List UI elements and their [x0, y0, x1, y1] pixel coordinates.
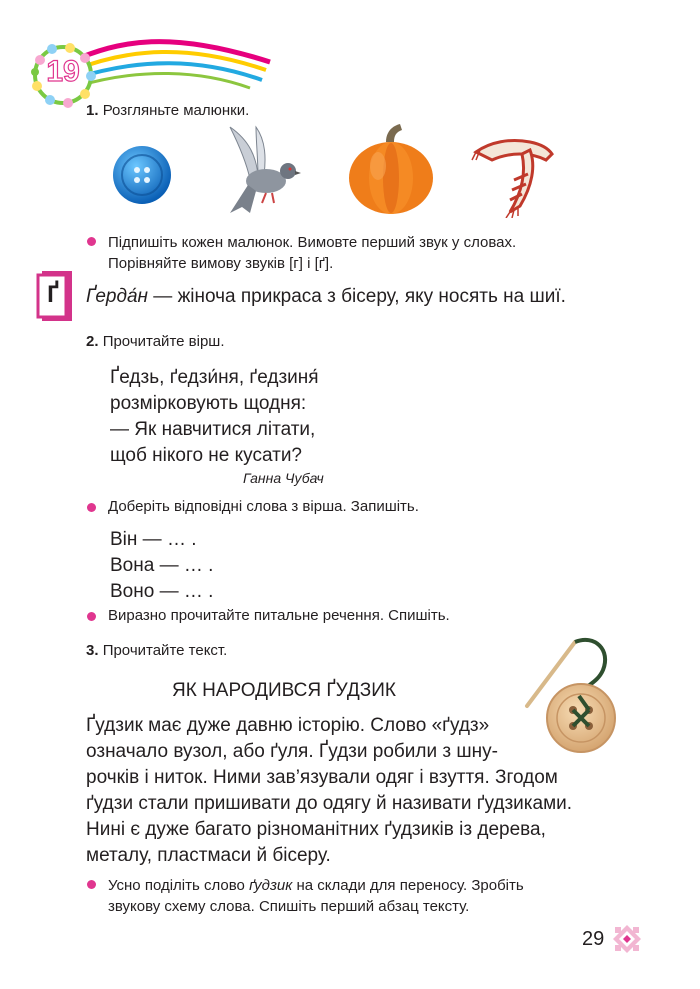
fill-lines	[110, 527, 213, 605]
picture-scarf	[470, 130, 558, 218]
exercise-1-task: Підпишіть кожен малюнок. Вимовте перший звук у словах. Порівняйте вимову звуків [г] і [ґ].	[108, 234, 517, 272]
exercise-3-heading	[86, 642, 227, 659]
dove-icon	[222, 123, 302, 217]
poem-line: розмірковують щодня:	[110, 393, 307, 414]
lesson-badge	[30, 42, 96, 108]
task-word: ґудзик	[249, 877, 293, 894]
header-decoration	[0, 0, 700, 110]
dictionary-box-icon	[34, 269, 74, 323]
picture-button	[110, 143, 174, 207]
exercise-2-instruction: Прочитайте вірш.	[102, 333, 225, 350]
bullet-icon	[87, 612, 96, 621]
poem-line: щоб нікого не кусати?	[110, 445, 302, 466]
dictionary-word: Ґерда́н	[86, 286, 149, 307]
text-title: ЯК НАРОДИВСЯ ҐУДЗИК	[172, 680, 396, 701]
text-line: означало вузол, або ґуля. Ґудзи робили з шну-	[86, 741, 498, 762]
text-line: рочків і ниток. Ними зав’язували одяг і взуття. Згодом	[86, 767, 558, 788]
fill-line: Воно — … .	[110, 581, 214, 602]
lesson-number: 19	[46, 55, 80, 88]
exercise-2-number: 2.	[86, 333, 99, 350]
dictionary-letter: Ґ	[47, 281, 59, 308]
poem-author: Ганна Чубач	[243, 470, 324, 486]
bullet-icon	[87, 503, 96, 512]
rainbow-swoosh-icon	[0, 0, 700, 110]
exercise-3-number: 3.	[86, 642, 99, 659]
text-line: ґудзи стали пришивати до одягу й називати ґудзиками.	[86, 793, 573, 814]
poem-line: Ґедзь, ґедзи́ня, ґедзиня́	[110, 367, 319, 388]
dictionary-entry	[86, 286, 566, 308]
exercise-1-heading	[86, 102, 249, 119]
fill-line: Вона — … .	[110, 555, 214, 576]
bullet-icon	[87, 880, 96, 889]
ornament-icon	[612, 924, 642, 954]
exercise-2-task-2: Виразно прочитайте питальне речення. Спишіть.	[108, 607, 450, 624]
embroidered-towel-icon	[470, 130, 558, 218]
exercise-2-task-1: Доберіть відповідні слова з вірша. Запишіть.	[108, 498, 419, 515]
picture-pumpkin	[346, 122, 436, 216]
pumpkin-icon	[346, 122, 436, 216]
exercise-3-instruction: Прочитайте текст.	[102, 642, 228, 659]
bullet-icon	[87, 237, 96, 246]
dictionary-definition: — жіноча прикраса з бісеру, яку носять на шиї.	[148, 286, 566, 307]
fill-line: Він — … .	[110, 529, 197, 550]
text-line: Ґудзик має дуже давню історію. Слово «ґудз»	[86, 715, 490, 736]
text-line: металу, пластмаси й бісеру.	[86, 845, 331, 866]
poem-line: — Як навчитися літати,	[110, 419, 316, 440]
exercise-1-number: 1.	[86, 102, 99, 119]
exercise-2-heading	[86, 333, 225, 350]
paragraph-1	[86, 713, 612, 817]
paragraph-2	[86, 817, 612, 869]
exercise-1-instruction: Розгляньте малюнки.	[102, 102, 250, 119]
exercise-3-task: Усно поділіть слово ґудзик на склади для переносу. Зробіть звукову схему слова. Спишіть перший абзац тексту.	[108, 877, 524, 915]
text-line: Нині є дуже багато різноманітних ґудзиків із дерева,	[86, 819, 546, 840]
page-number: 29	[582, 928, 605, 950]
poem	[110, 365, 319, 469]
picture-dove	[222, 123, 302, 217]
blue-button-icon	[110, 143, 174, 207]
